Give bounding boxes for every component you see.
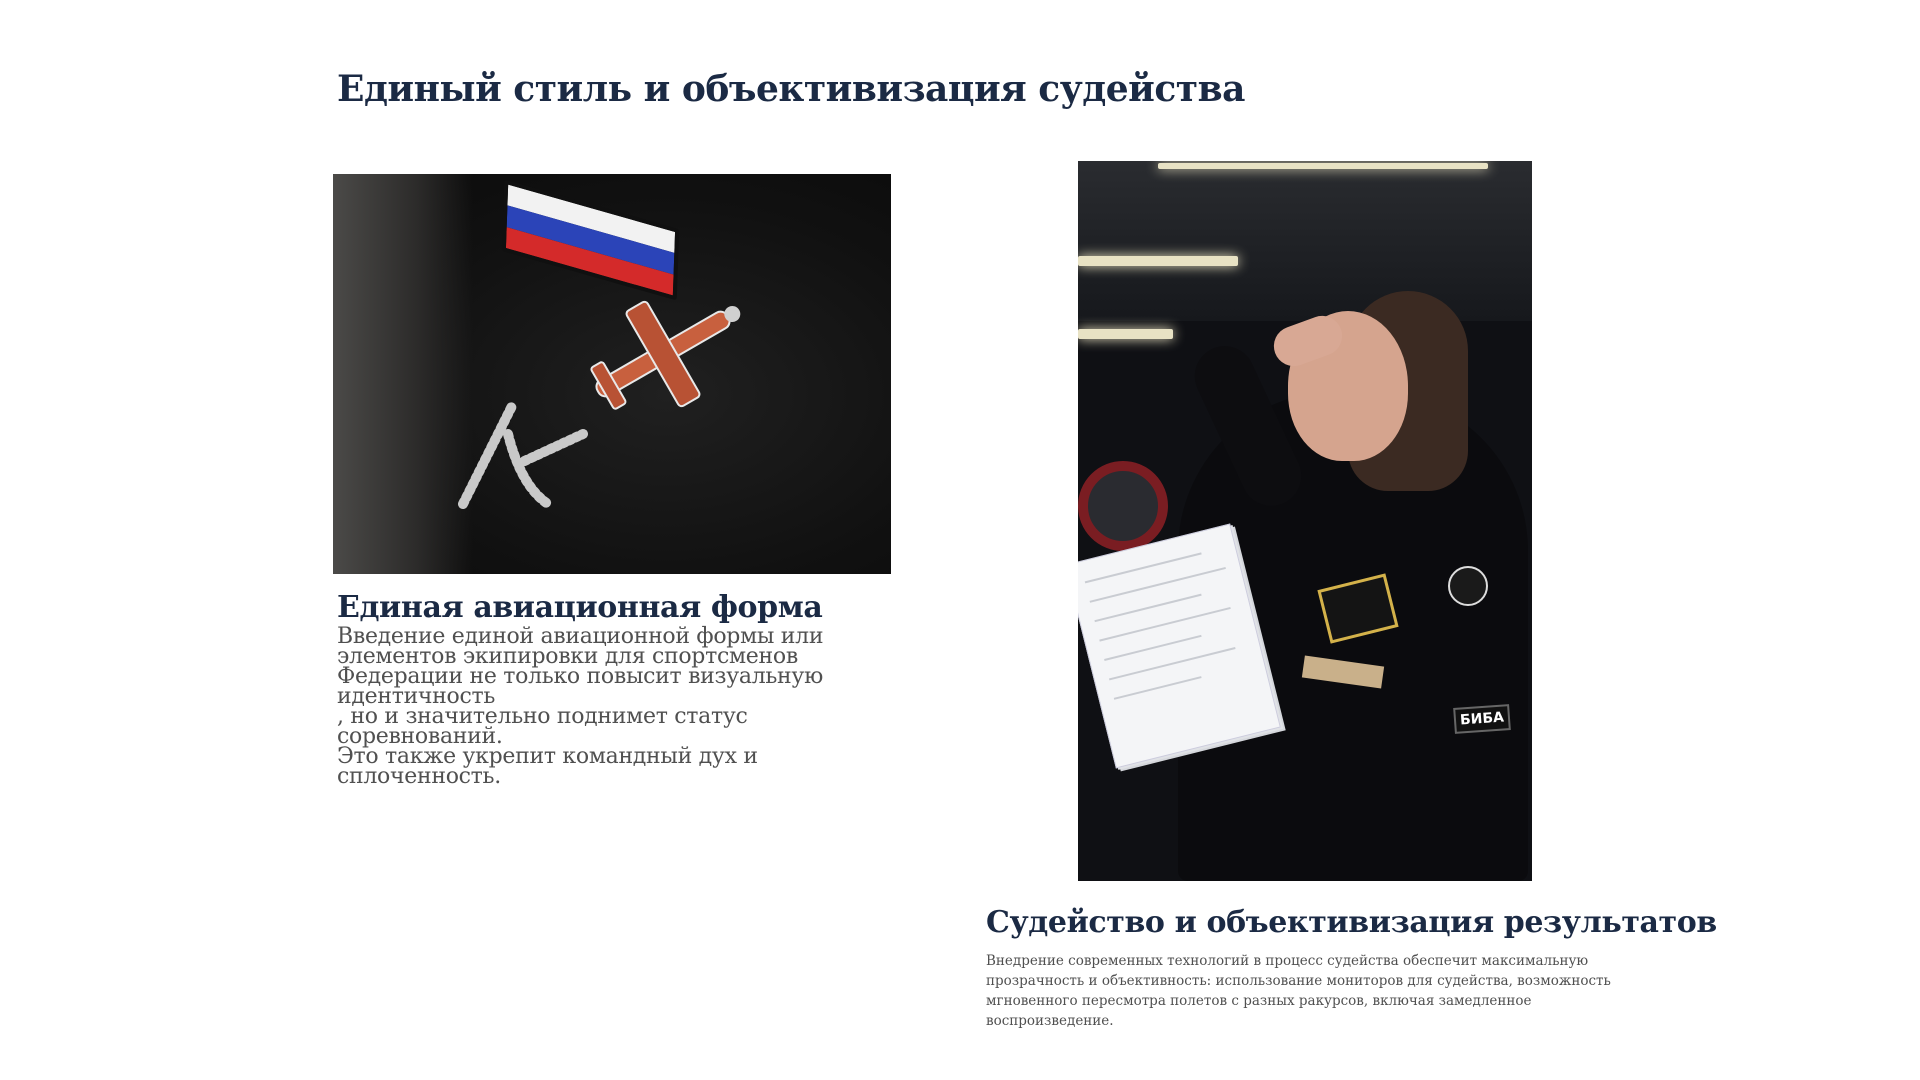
uniform-description-line: сплоченность. (337, 764, 501, 789)
shoulder-emblem-icon (1448, 566, 1488, 606)
judge-photo (1078, 161, 1532, 881)
uniform-description-line: соревнований. (337, 724, 503, 749)
uniform-sleeve-photo (333, 174, 891, 574)
hangar-ceiling (1078, 161, 1532, 321)
uniform-description-line: , но и значительно поднимет статус (337, 704, 748, 729)
uniform-description-line: Это также укрепит командный дух и (337, 744, 758, 769)
sleeve-patch-label: БИБА (1453, 704, 1511, 734)
judging-heading: Судейство и объективизация результатов (986, 905, 1717, 940)
aircraft-propeller (1078, 461, 1168, 551)
page-title: Единый стиль и объективизация судейства (337, 68, 1245, 110)
uniform-description-line: элементов экипировки для спортсменов (337, 644, 798, 669)
airplane-embroidery-icon (333, 174, 891, 574)
judging-description: Внедрение современных технологий в процесс судейства обеспечит максимальную прозрачность и объективность: использование мониторов для судейства, возможность мгновенного пересмотра полетов с разных ракурсов, включая замедленное воспроизведение. (986, 953, 1611, 1029)
uniform-heading: Единая авиационная форма (337, 590, 823, 625)
uniform-description-line: Федерации не только повысит визуальную (337, 664, 823, 689)
uniform-description (337, 624, 897, 789)
uniform-description-line: идентичность (337, 684, 496, 709)
uniform-description-line: Введение единой авиационной формы или (337, 624, 824, 649)
